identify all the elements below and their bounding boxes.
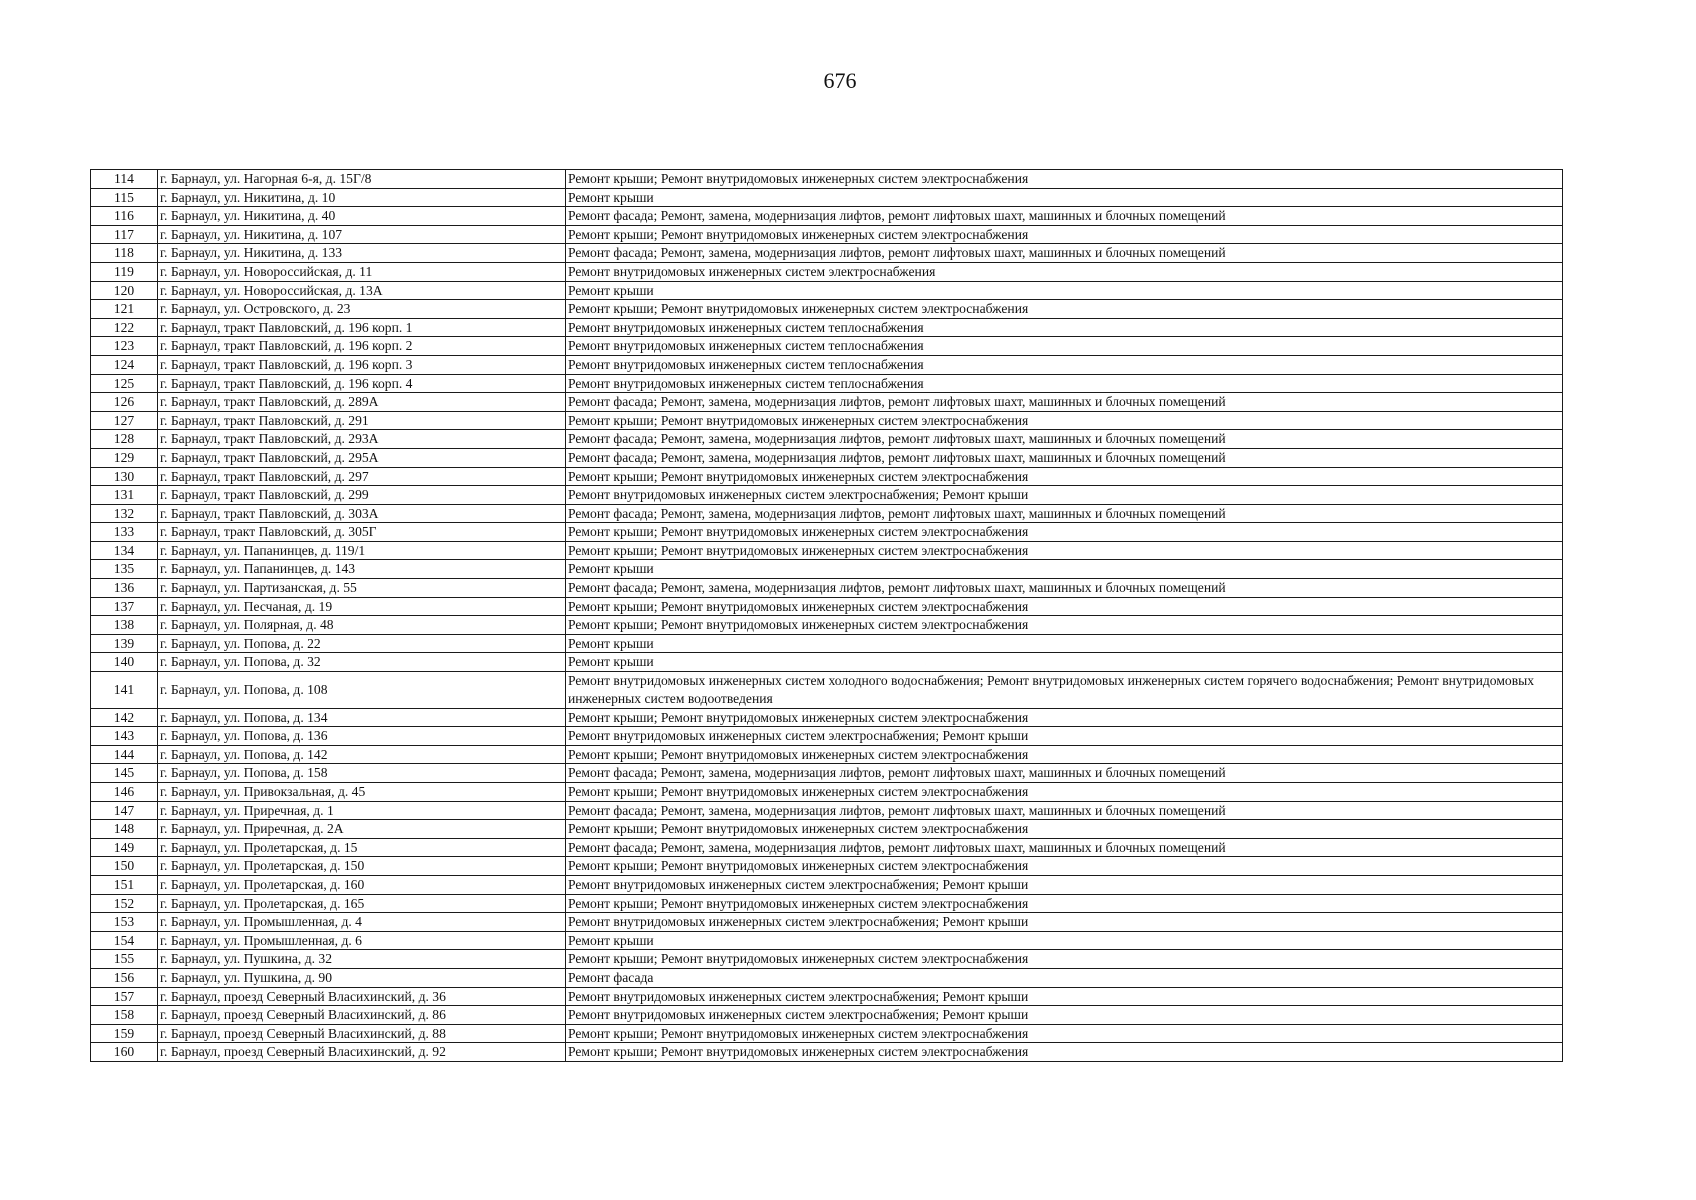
table-row bbox=[91, 1043, 1563, 1062]
row-number-cell: 150 bbox=[91, 857, 158, 876]
table-row bbox=[91, 188, 1563, 207]
row-number-cell: 145 bbox=[91, 764, 158, 783]
repair-list-table-wrap bbox=[90, 169, 1562, 1062]
table-row bbox=[91, 783, 1563, 802]
row-number-cell: 149 bbox=[91, 838, 158, 857]
row-number-cell: 160 bbox=[91, 1043, 158, 1062]
table-row bbox=[91, 597, 1563, 616]
row-number-cell: 126 bbox=[91, 393, 158, 412]
row-number-cell: 152 bbox=[91, 894, 158, 913]
address-cell: г. Барнаул, ул. Нагорная 6-я, д. 15Г/8 bbox=[158, 170, 566, 189]
table-row bbox=[91, 894, 1563, 913]
row-number-cell: 116 bbox=[91, 207, 158, 226]
table-row bbox=[91, 616, 1563, 635]
address-cell: г. Барнаул, ул. Папанинцев, д. 119/1 bbox=[158, 541, 566, 560]
works-cell: Ремонт крыши bbox=[566, 188, 1563, 207]
works-cell: Ремонт крыши; Ремонт внутридомовых инженерных систем электроснабжения bbox=[566, 300, 1563, 319]
works-cell: Ремонт крыши bbox=[566, 931, 1563, 950]
address-cell: г. Барнаул, проезд Северный Власихинский, д. 36 bbox=[158, 987, 566, 1006]
address-cell: г. Барнаул, ул. Островского, д. 23 bbox=[158, 300, 566, 319]
address-cell: г. Барнаул, тракт Павловский, д. 196 корп. 4 bbox=[158, 374, 566, 393]
row-number-cell: 131 bbox=[91, 486, 158, 505]
address-cell: г. Барнаул, тракт Павловский, д. 293А bbox=[158, 430, 566, 449]
works-cell: Ремонт крыши; Ремонт внутридомовых инженерных систем электроснабжения bbox=[566, 950, 1563, 969]
address-cell: г. Барнаул, ул. Пролетарская, д. 150 bbox=[158, 857, 566, 876]
works-cell: Ремонт фасада; Ремонт, замена, модернизация лифтов, ремонт лифтовых шахт, машинных и блочных помещений bbox=[566, 448, 1563, 467]
row-number-cell: 132 bbox=[91, 504, 158, 523]
table-row bbox=[91, 634, 1563, 653]
works-cell: Ремонт крыши bbox=[566, 560, 1563, 579]
table-row bbox=[91, 541, 1563, 560]
table-row bbox=[91, 968, 1563, 987]
works-cell: Ремонт крыши; Ремонт внутридомовых инженерных систем электроснабжения bbox=[566, 225, 1563, 244]
works-cell: Ремонт крыши; Ремонт внутридомовых инженерных систем электроснабжения bbox=[566, 597, 1563, 616]
table-row bbox=[91, 913, 1563, 932]
table-row bbox=[91, 1006, 1563, 1025]
address-cell: г. Барнаул, ул. Промышленная, д. 4 bbox=[158, 913, 566, 932]
row-number-cell: 138 bbox=[91, 616, 158, 635]
row-number-cell: 148 bbox=[91, 820, 158, 839]
works-cell: Ремонт внутридомовых инженерных систем электроснабжения; Ремонт крыши bbox=[566, 1006, 1563, 1025]
table-row bbox=[91, 355, 1563, 374]
row-number-cell: 151 bbox=[91, 875, 158, 894]
table-row bbox=[91, 1024, 1563, 1043]
address-cell: г. Барнаул, ул. Попова, д. 108 bbox=[158, 672, 566, 709]
address-cell: г. Барнаул, ул. Никитина, д. 107 bbox=[158, 225, 566, 244]
row-number-cell: 119 bbox=[91, 262, 158, 281]
table-row bbox=[91, 467, 1563, 486]
row-number-cell: 120 bbox=[91, 281, 158, 300]
table-row bbox=[91, 745, 1563, 764]
row-number-cell: 156 bbox=[91, 968, 158, 987]
row-number-cell: 122 bbox=[91, 318, 158, 337]
address-cell: г. Барнаул, тракт Павловский, д. 295А bbox=[158, 448, 566, 467]
table-row bbox=[91, 708, 1563, 727]
works-cell: Ремонт крыши; Ремонт внутридомовых инженерных систем электроснабжения bbox=[566, 708, 1563, 727]
works-cell: Ремонт крыши bbox=[566, 281, 1563, 300]
address-cell: г. Барнаул, ул. Пушкина, д. 32 bbox=[158, 950, 566, 969]
address-cell: г. Барнаул, ул. Промышленная, д. 6 bbox=[158, 931, 566, 950]
works-cell: Ремонт крыши bbox=[566, 634, 1563, 653]
works-cell: Ремонт крыши; Ремонт внутридомовых инженерных систем электроснабжения bbox=[566, 857, 1563, 876]
table-row bbox=[91, 411, 1563, 430]
row-number-cell: 142 bbox=[91, 708, 158, 727]
works-cell: Ремонт фасада; Ремонт, замена, модернизация лифтов, ремонт лифтовых шахт, машинных и блочных помещений bbox=[566, 244, 1563, 263]
works-cell: Ремонт фасада bbox=[566, 968, 1563, 987]
address-cell: г. Барнаул, ул. Попова, д. 32 bbox=[158, 653, 566, 672]
table-row bbox=[91, 987, 1563, 1006]
table-row bbox=[91, 950, 1563, 969]
works-cell: Ремонт фасада; Ремонт, замена, модернизация лифтов, ремонт лифтовых шахт, машинных и блочных помещений bbox=[566, 207, 1563, 226]
table-row bbox=[91, 560, 1563, 579]
address-cell: г. Барнаул, ул. Приречная, д. 1 bbox=[158, 801, 566, 820]
works-cell: Ремонт внутридомовых инженерных систем электроснабжения; Ремонт крыши bbox=[566, 875, 1563, 894]
address-cell: г. Барнаул, ул. Папанинцев, д. 143 bbox=[158, 560, 566, 579]
works-cell: Ремонт внутридомовых инженерных систем теплоснабжения bbox=[566, 318, 1563, 337]
works-cell: Ремонт крыши; Ремонт внутридомовых инженерных систем электроснабжения bbox=[566, 745, 1563, 764]
row-number-cell: 154 bbox=[91, 931, 158, 950]
row-number-cell: 139 bbox=[91, 634, 158, 653]
row-number-cell: 123 bbox=[91, 337, 158, 356]
page-number: 676 bbox=[823, 68, 857, 93]
table-row bbox=[91, 579, 1563, 598]
works-cell: Ремонт внутридомовых инженерных систем электроснабжения bbox=[566, 262, 1563, 281]
works-cell: Ремонт внутридомовых инженерных систем электроснабжения; Ремонт крыши bbox=[566, 987, 1563, 1006]
row-number-cell: 124 bbox=[91, 355, 158, 374]
works-cell: Ремонт внутридомовых инженерных систем электроснабжения; Ремонт крыши bbox=[566, 913, 1563, 932]
works-cell: Ремонт крыши; Ремонт внутридомовых инженерных систем электроснабжения bbox=[566, 541, 1563, 560]
row-number-cell: 153 bbox=[91, 913, 158, 932]
table-row bbox=[91, 262, 1563, 281]
row-number-cell: 141 bbox=[91, 672, 158, 709]
address-cell: г. Барнаул, ул. Никитина, д. 10 bbox=[158, 188, 566, 207]
address-cell: г. Барнаул, ул. Никитина, д. 133 bbox=[158, 244, 566, 263]
address-cell: г. Барнаул, ул. Попова, д. 158 bbox=[158, 764, 566, 783]
works-cell: Ремонт фасада; Ремонт, замена, модернизация лифтов, ремонт лифтовых шахт, машинных и блочных помещений bbox=[566, 430, 1563, 449]
address-cell: г. Барнаул, ул. Полярная, д. 48 bbox=[158, 616, 566, 635]
row-number-cell: 159 bbox=[91, 1024, 158, 1043]
works-cell: Ремонт крыши; Ремонт внутридомовых инженерных систем электроснабжения bbox=[566, 783, 1563, 802]
table-row bbox=[91, 727, 1563, 746]
table-row bbox=[91, 820, 1563, 839]
address-cell: г. Барнаул, ул. Пролетарская, д. 165 bbox=[158, 894, 566, 913]
table-row bbox=[91, 448, 1563, 467]
address-cell: г. Барнаул, тракт Павловский, д. 289А bbox=[158, 393, 566, 412]
row-number-cell: 133 bbox=[91, 523, 158, 542]
row-number-cell: 157 bbox=[91, 987, 158, 1006]
table-row bbox=[91, 672, 1563, 709]
row-number-cell: 115 bbox=[91, 188, 158, 207]
works-cell: Ремонт внутридомовых инженерных систем теплоснабжения bbox=[566, 355, 1563, 374]
row-number-cell: 114 bbox=[91, 170, 158, 189]
table-row bbox=[91, 504, 1563, 523]
table-row bbox=[91, 764, 1563, 783]
address-cell: г. Барнаул, тракт Павловский, д. 297 bbox=[158, 467, 566, 486]
table-row bbox=[91, 170, 1563, 189]
address-cell: г. Барнаул, проезд Северный Власихинский, д. 88 bbox=[158, 1024, 566, 1043]
row-number-cell: 147 bbox=[91, 801, 158, 820]
table-row bbox=[91, 931, 1563, 950]
row-number-cell: 136 bbox=[91, 579, 158, 598]
table-body bbox=[91, 170, 1563, 1062]
works-cell: Ремонт крыши bbox=[566, 653, 1563, 672]
table-row bbox=[91, 653, 1563, 672]
table-row bbox=[91, 244, 1563, 263]
row-number-cell: 135 bbox=[91, 560, 158, 579]
address-cell: г. Барнаул, ул. Новороссийская, д. 13А bbox=[158, 281, 566, 300]
table-row bbox=[91, 337, 1563, 356]
address-cell: г. Барнаул, ул. Приречная, д. 2А bbox=[158, 820, 566, 839]
works-cell: Ремонт внутридомовых инженерных систем электроснабжения; Ремонт крыши bbox=[566, 486, 1563, 505]
table-row bbox=[91, 430, 1563, 449]
address-cell: г. Барнаул, тракт Павловский, д. 196 корп. 2 bbox=[158, 337, 566, 356]
row-number-cell: 140 bbox=[91, 653, 158, 672]
works-cell: Ремонт крыши; Ремонт внутридомовых инженерных систем электроснабжения bbox=[566, 1024, 1563, 1043]
address-cell: г. Барнаул, ул. Пушкина, д. 90 bbox=[158, 968, 566, 987]
works-cell: Ремонт крыши; Ремонт внутридомовых инженерных систем электроснабжения bbox=[566, 170, 1563, 189]
address-cell: г. Барнаул, ул. Пролетарская, д. 15 bbox=[158, 838, 566, 857]
works-cell: Ремонт крыши; Ремонт внутридомовых инженерных систем электроснабжения bbox=[566, 467, 1563, 486]
row-number-cell: 146 bbox=[91, 783, 158, 802]
table-row bbox=[91, 374, 1563, 393]
works-cell: Ремонт внутридомовых инженерных систем электроснабжения; Ремонт крыши bbox=[566, 727, 1563, 746]
works-cell: Ремонт крыши; Ремонт внутридомовых инженерных систем электроснабжения bbox=[566, 523, 1563, 542]
works-cell: Ремонт крыши; Ремонт внутридомовых инженерных систем электроснабжения bbox=[566, 411, 1563, 430]
table-row bbox=[91, 300, 1563, 319]
repair-list-table bbox=[90, 169, 1563, 1062]
works-cell: Ремонт крыши; Ремонт внутридомовых инженерных систем электроснабжения bbox=[566, 894, 1563, 913]
works-cell: Ремонт крыши; Ремонт внутридомовых инженерных систем электроснабжения bbox=[566, 1043, 1563, 1062]
address-cell: г. Барнаул, тракт Павловский, д. 299 bbox=[158, 486, 566, 505]
row-number-cell: 155 bbox=[91, 950, 158, 969]
table-row bbox=[91, 281, 1563, 300]
table-row bbox=[91, 318, 1563, 337]
address-cell: г. Барнаул, ул. Попова, д. 134 bbox=[158, 708, 566, 727]
works-cell: Ремонт внутридомовых инженерных систем теплоснабжения bbox=[566, 374, 1563, 393]
works-cell: Ремонт крыши; Ремонт внутридомовых инженерных систем электроснабжения bbox=[566, 820, 1563, 839]
works-cell: Ремонт фасада; Ремонт, замена, модернизация лифтов, ремонт лифтовых шахт, машинных и блочных помещений bbox=[566, 579, 1563, 598]
works-cell: Ремонт фасада; Ремонт, замена, модернизация лифтов, ремонт лифтовых шахт, машинных и блочных помещений bbox=[566, 764, 1563, 783]
address-cell: г. Барнаул, тракт Павловский, д. 291 bbox=[158, 411, 566, 430]
table-row bbox=[91, 486, 1563, 505]
table-row bbox=[91, 393, 1563, 412]
table-row bbox=[91, 857, 1563, 876]
address-cell: г. Барнаул, тракт Павловский, д. 305Г bbox=[158, 523, 566, 542]
row-number-cell: 125 bbox=[91, 374, 158, 393]
works-cell: Ремонт фасада; Ремонт, замена, модернизация лифтов, ремонт лифтовых шахт, машинных и блочных помещений bbox=[566, 393, 1563, 412]
address-cell: г. Барнаул, проезд Северный Власихинский, д. 92 bbox=[158, 1043, 566, 1062]
table-row bbox=[91, 838, 1563, 857]
address-cell: г. Барнаул, тракт Павловский, д. 196 корп. 3 bbox=[158, 355, 566, 374]
row-number-cell: 143 bbox=[91, 727, 158, 746]
row-number-cell: 128 bbox=[91, 430, 158, 449]
address-cell: г. Барнаул, тракт Павловский, д. 196 корп. 1 bbox=[158, 318, 566, 337]
address-cell: г. Барнаул, тракт Павловский, д. 303А bbox=[158, 504, 566, 523]
address-cell: г. Барнаул, ул. Попова, д. 22 bbox=[158, 634, 566, 653]
row-number-cell: 144 bbox=[91, 745, 158, 764]
address-cell: г. Барнаул, ул. Пролетарская, д. 160 bbox=[158, 875, 566, 894]
row-number-cell: 134 bbox=[91, 541, 158, 560]
row-number-cell: 118 bbox=[91, 244, 158, 263]
address-cell: г. Барнаул, ул. Попова, д. 142 bbox=[158, 745, 566, 764]
row-number-cell: 137 bbox=[91, 597, 158, 616]
row-number-cell: 121 bbox=[91, 300, 158, 319]
row-number-cell: 127 bbox=[91, 411, 158, 430]
works-cell: Ремонт внутридомовых инженерных систем теплоснабжения bbox=[566, 337, 1563, 356]
row-number-cell: 129 bbox=[91, 448, 158, 467]
address-cell: г. Барнаул, проезд Северный Власихинский, д. 86 bbox=[158, 1006, 566, 1025]
works-cell: Ремонт фасада; Ремонт, замена, модернизация лифтов, ремонт лифтовых шахт, машинных и блочных помещений bbox=[566, 838, 1563, 857]
address-cell: г. Барнаул, ул. Новороссийская, д. 11 bbox=[158, 262, 566, 281]
works-cell: Ремонт фасада; Ремонт, замена, модернизация лифтов, ремонт лифтовых шахт, машинных и блочных помещений bbox=[566, 504, 1563, 523]
works-cell: Ремонт крыши; Ремонт внутридомовых инженерных систем электроснабжения bbox=[566, 616, 1563, 635]
works-cell: Ремонт фасада; Ремонт, замена, модернизация лифтов, ремонт лифтовых шахт, машинных и блочных помещений bbox=[566, 801, 1563, 820]
table-row bbox=[91, 207, 1563, 226]
works-cell: Ремонт внутридомовых инженерных систем холодного водоснабжения; Ремонт внутридомовых инженерных систем горячего водоснабжения; Ремонт внутридомовых инженерных систем водоотведения bbox=[566, 672, 1563, 709]
table-row bbox=[91, 801, 1563, 820]
table-row bbox=[91, 523, 1563, 542]
table-row bbox=[91, 225, 1563, 244]
address-cell: г. Барнаул, ул. Никитина, д. 40 bbox=[158, 207, 566, 226]
table-row bbox=[91, 875, 1563, 894]
row-number-cell: 117 bbox=[91, 225, 158, 244]
address-cell: г. Барнаул, ул. Привокзальная, д. 45 bbox=[158, 783, 566, 802]
address-cell: г. Барнаул, ул. Попова, д. 136 bbox=[158, 727, 566, 746]
row-number-cell: 158 bbox=[91, 1006, 158, 1025]
row-number-cell: 130 bbox=[91, 467, 158, 486]
address-cell: г. Барнаул, ул. Песчаная, д. 19 bbox=[158, 597, 566, 616]
address-cell: г. Барнаул, ул. Партизанская, д. 55 bbox=[158, 579, 566, 598]
